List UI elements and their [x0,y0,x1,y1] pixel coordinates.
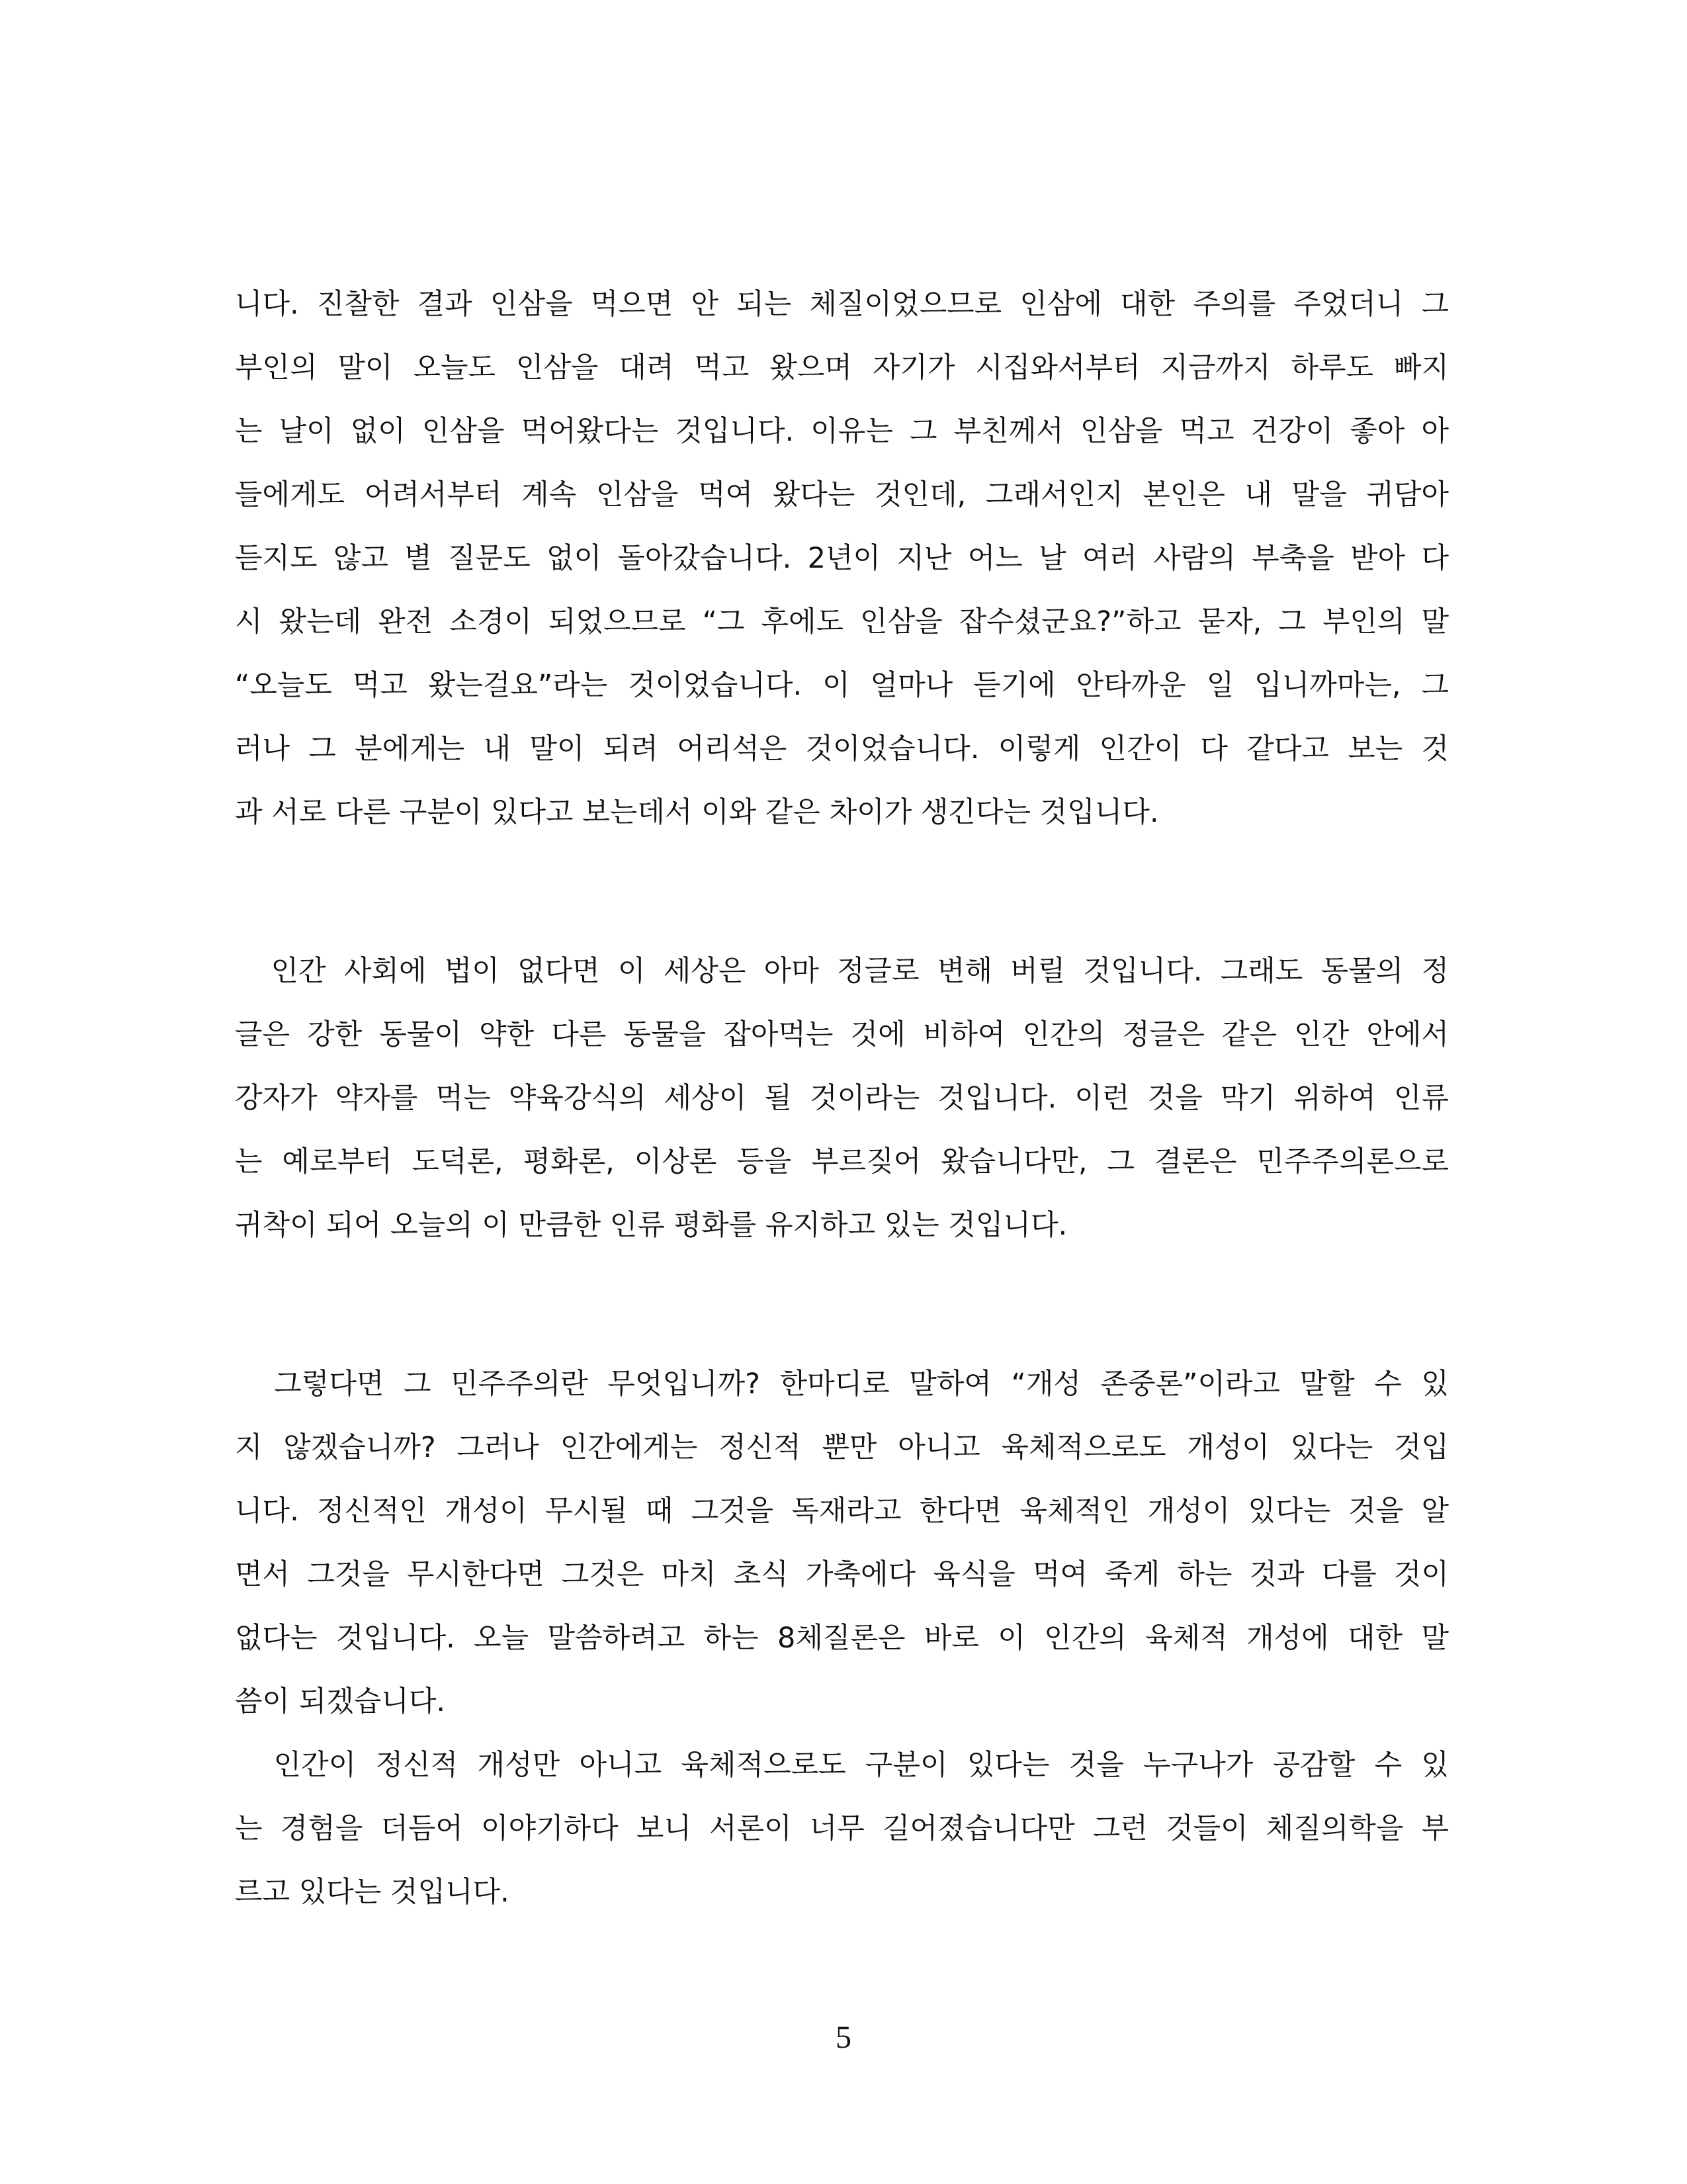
text-line: 는 경험을 더듬어 이야기하다 보니 서론이 너무 길어졌습니다만 그런 것들이 체질의학을 부 [235,1812,1449,1845]
text-line: 는 예로부터 도덕론, 평화론, 이상론 등을 부르짖어 왔습니다만, 그 결론은 민주주의론으로 [235,1145,1449,1178]
text-line: 인간 사회에 법이 없다면 이 세상은 아마 정글로 변해 버릴 것입니다. 그래도 동물의 정 [235,955,1449,988]
text-line: 들에게도 어려서부터 계속 인삼을 먹여 왔다는 것인데, 그래서인지 본인은 내 말을 귀담아 [235,478,1449,511]
text-line: 씀이 되겠습니다. [235,1685,446,1718]
text-line: 없다는 것입니다. 오늘 말씀하려고 하는 8체질론은 바로 이 인간의 육체적 개성에 대한 말 [235,1622,1449,1655]
text-line: 니다. 정신적인 개성이 무시될 때 그것을 독재라고 한다면 육체적인 개성이 있다는 것을 알 [235,1495,1449,1528]
paragraph-gap [235,844,1449,939]
paragraph-4 [235,1733,1449,1924]
text-line: 면서 그것을 무시한다면 그것은 마치 초식 가축에다 육식을 먹여 죽게 하는 것과 다를 것이 [235,1558,1449,1591]
text-line: 강자가 약자를 먹는 약육강식의 세상이 될 것이라는 것입니다. 이런 것을 막기 위하여 인류 [235,1082,1449,1115]
text-line: 듣지도 않고 별 질문도 없이 돌아갔습니다. 2년이 지난 어느 날 여러 사람의 부축을 받아 다 [235,542,1449,575]
text-line: 니다. 진찰한 결과 인삼을 먹으면 안 되는 체질이었으므로 인삼에 대한 주의를 주었더니 그 [235,288,1449,321]
page-number: 5 [836,2020,851,2055]
paragraph-3 [235,1352,1449,1733]
paragraph-2 [235,939,1449,1257]
text-line: 러나 그 분에게는 내 말이 되려 어리석은 것이었습니다. 이렇게 인간이 다 같다고 보는 것 [235,732,1449,765]
text-line: 그렇다면 그 민주주의란 무엇입니까? 한마디로 말하여 “개성 존중론”이라고 말할 수 있 [235,1368,1449,1401]
text-line: 글은 강한 동물이 약한 다른 동물을 잡아먹는 것에 비하여 인간의 정글은 같은 인간 안에서 [235,1018,1449,1051]
paragraph-gap [235,1257,1449,1352]
text-line: 귀착이 되어 오늘의 이 만큼한 인류 평화를 유지하고 있는 것입니다. [235,1209,1068,1242]
text-line: 르고 있다는 것입니다. [235,1876,509,1909]
text-line: “오늘도 먹고 왔는걸요”라는 것이었습니다. 이 얼마나 듣기에 안타까운 일 입니까마는, 그 [235,669,1449,702]
paragraph-1 [235,273,1449,844]
text-line: 부인의 말이 오늘도 인삼을 대려 먹고 왔으며 자기가 시집와서부터 지금까지 하루도 빠지 [235,351,1449,384]
text-line: 시 왔는데 완전 소경이 되었으므로 “그 후에도 인삼을 잡수셨군요?”하고 묻자, 그 부인의 말 [235,605,1449,638]
text-line: 인간이 정신적 개성만 아니고 육체적으로도 구분이 있다는 것을 누구나가 공감할 수 있 [235,1749,1449,1782]
text-line: 는 날이 없이 인삼을 먹어왔다는 것입니다. 이유는 그 부친께서 인삼을 먹고 건강이 좋아 아 [235,415,1449,448]
text-line: 지 않겠습니까? 그러나 인간에게는 정신적 뿐만 아니고 육체적으로도 개성이 있다는 것입 [235,1431,1449,1464]
body-text [235,273,1449,1924]
text-line: 과 서로 다른 구분이 있다고 보는데서 이와 같은 차이가 생긴다는 것입니다. [235,796,1159,829]
